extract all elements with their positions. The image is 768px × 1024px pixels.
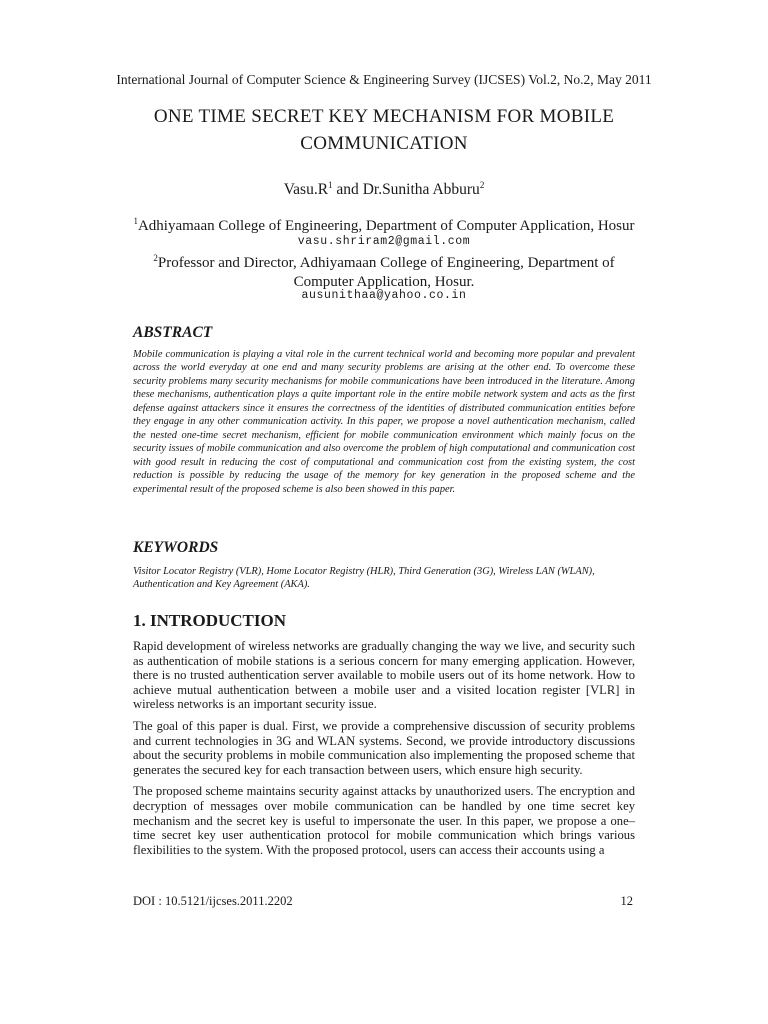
journal-header: International Journal of Computer Science & Engineering Survey (IJCSES) Vol.2, No.2, May 2011	[116, 72, 652, 87]
author-1-sup: 1	[328, 180, 333, 190]
author-2-email: ausunithaa@yahoo.co.in	[301, 289, 467, 302]
author-1: Vasu.R	[283, 181, 329, 199]
affiliation-2-sup: 2	[153, 253, 158, 263]
author-line	[0, 180, 768, 199]
intro-paragraph-1: Rapid development of wireless networks are gradually changing the way we live, and security such as authentication of mobile stations is a serious concern for many emerging application. However, there is no trusted authentication server available to mobile users out of its home network. How to achieve mutual authentication between a mobile user and a visited location register [VLR] in wireless networks is an important security issue.	[133, 639, 635, 712]
intro-paragraph-3: The proposed scheme maintains security against attacks by unauthorized users. The encryption and decryption of messages over mobile communication can be handled by one time secret key mechanism and the secret key is useful to impersonate the user. In this paper, we propose a one–time secret key user authentication protocol for mobile communication which brings various flexibilities to the system. With the proposed protocol, users can access their accounts using a	[133, 784, 635, 857]
introduction-section	[133, 611, 635, 857]
footer-doi: DOI : 10.5121/ijcses.2011.2202	[133, 894, 293, 908]
author-2-sup: 2	[479, 180, 485, 190]
keywords-section	[133, 539, 635, 592]
author-2: Dr.Sunitha Abburu	[362, 181, 480, 199]
title-line-1: ONE TIME SECRET KEY MECHANISM FOR MOBILE	[153, 106, 615, 127]
abstract-text: Mobile communication is playing a vital role in the current technical world and becoming more popular and prevalent across the world everyday at one end and many security problems are arising at the other end. To overcome these security problems many security mechanisms for mobile communications have been introduced in the literature. Among these mechanisms, authentication plays a quite important role in the entire mobile network system and acts as the first defense against attackers since it ensures the correctness of the identities of distributed communication entities before they engage in any other communication activity. In this paper, we propose a novel authentication mechanism, called the nested one-time secret mechanism, efficient for mobile communication environment which mainly focus on the security issues of mobile communication and also overcome the problem of high computational and communication cost with good result in reducing the cost of computational and communication cost from the existing system, the cost reduction is possible by reducing the usage of the memory for key generation in the proposed scheme and the experimental result of the proposed scheme is also been showed in this paper.	[133, 349, 635, 495]
affiliation-1-text: Adhiyamaan College of Engineering, Department of Computer Application, Hosur	[137, 218, 635, 234]
abstract-heading: ABSTRACT	[133, 324, 213, 341]
affiliation-2	[125, 249, 643, 292]
page-number: 12	[620, 894, 633, 908]
affiliation-2-text: Professor and Director, Adhiyamaan College of Engineering, Department of Computer Application, Hosur.	[157, 255, 615, 290]
author-1-email: vasu.shriram2@gmail.com	[297, 235, 471, 248]
keywords-heading: KEYWORDS	[133, 539, 219, 556]
title-line-2: COMMUNICATION	[300, 133, 468, 154]
affiliation-1	[120, 212, 648, 236]
paper-title	[100, 103, 668, 157]
keywords-text: Visitor Locator Registry (VLR), Home Locator Registry (HLR), Third Generation (3G), Wireless LAN (WLAN), Authentication and Key Agreement (AKA).	[133, 566, 595, 591]
abstract-section	[133, 324, 635, 496]
affiliation-1-sup: 1	[133, 216, 138, 226]
intro-paragraph-2: The goal of this paper is dual. First, we provide a comprehensive discussion of security problems and current technologies in 3G and WLAN systems. Second, we provide introductory discussions about the security problems in mobile communication also implementing the proposed scheme that generates the secured key for each transaction between users, which ensure high security.	[133, 718, 635, 777]
author-connector: and	[332, 181, 363, 199]
introduction-heading: 1. INTRODUCTION	[133, 611, 287, 630]
